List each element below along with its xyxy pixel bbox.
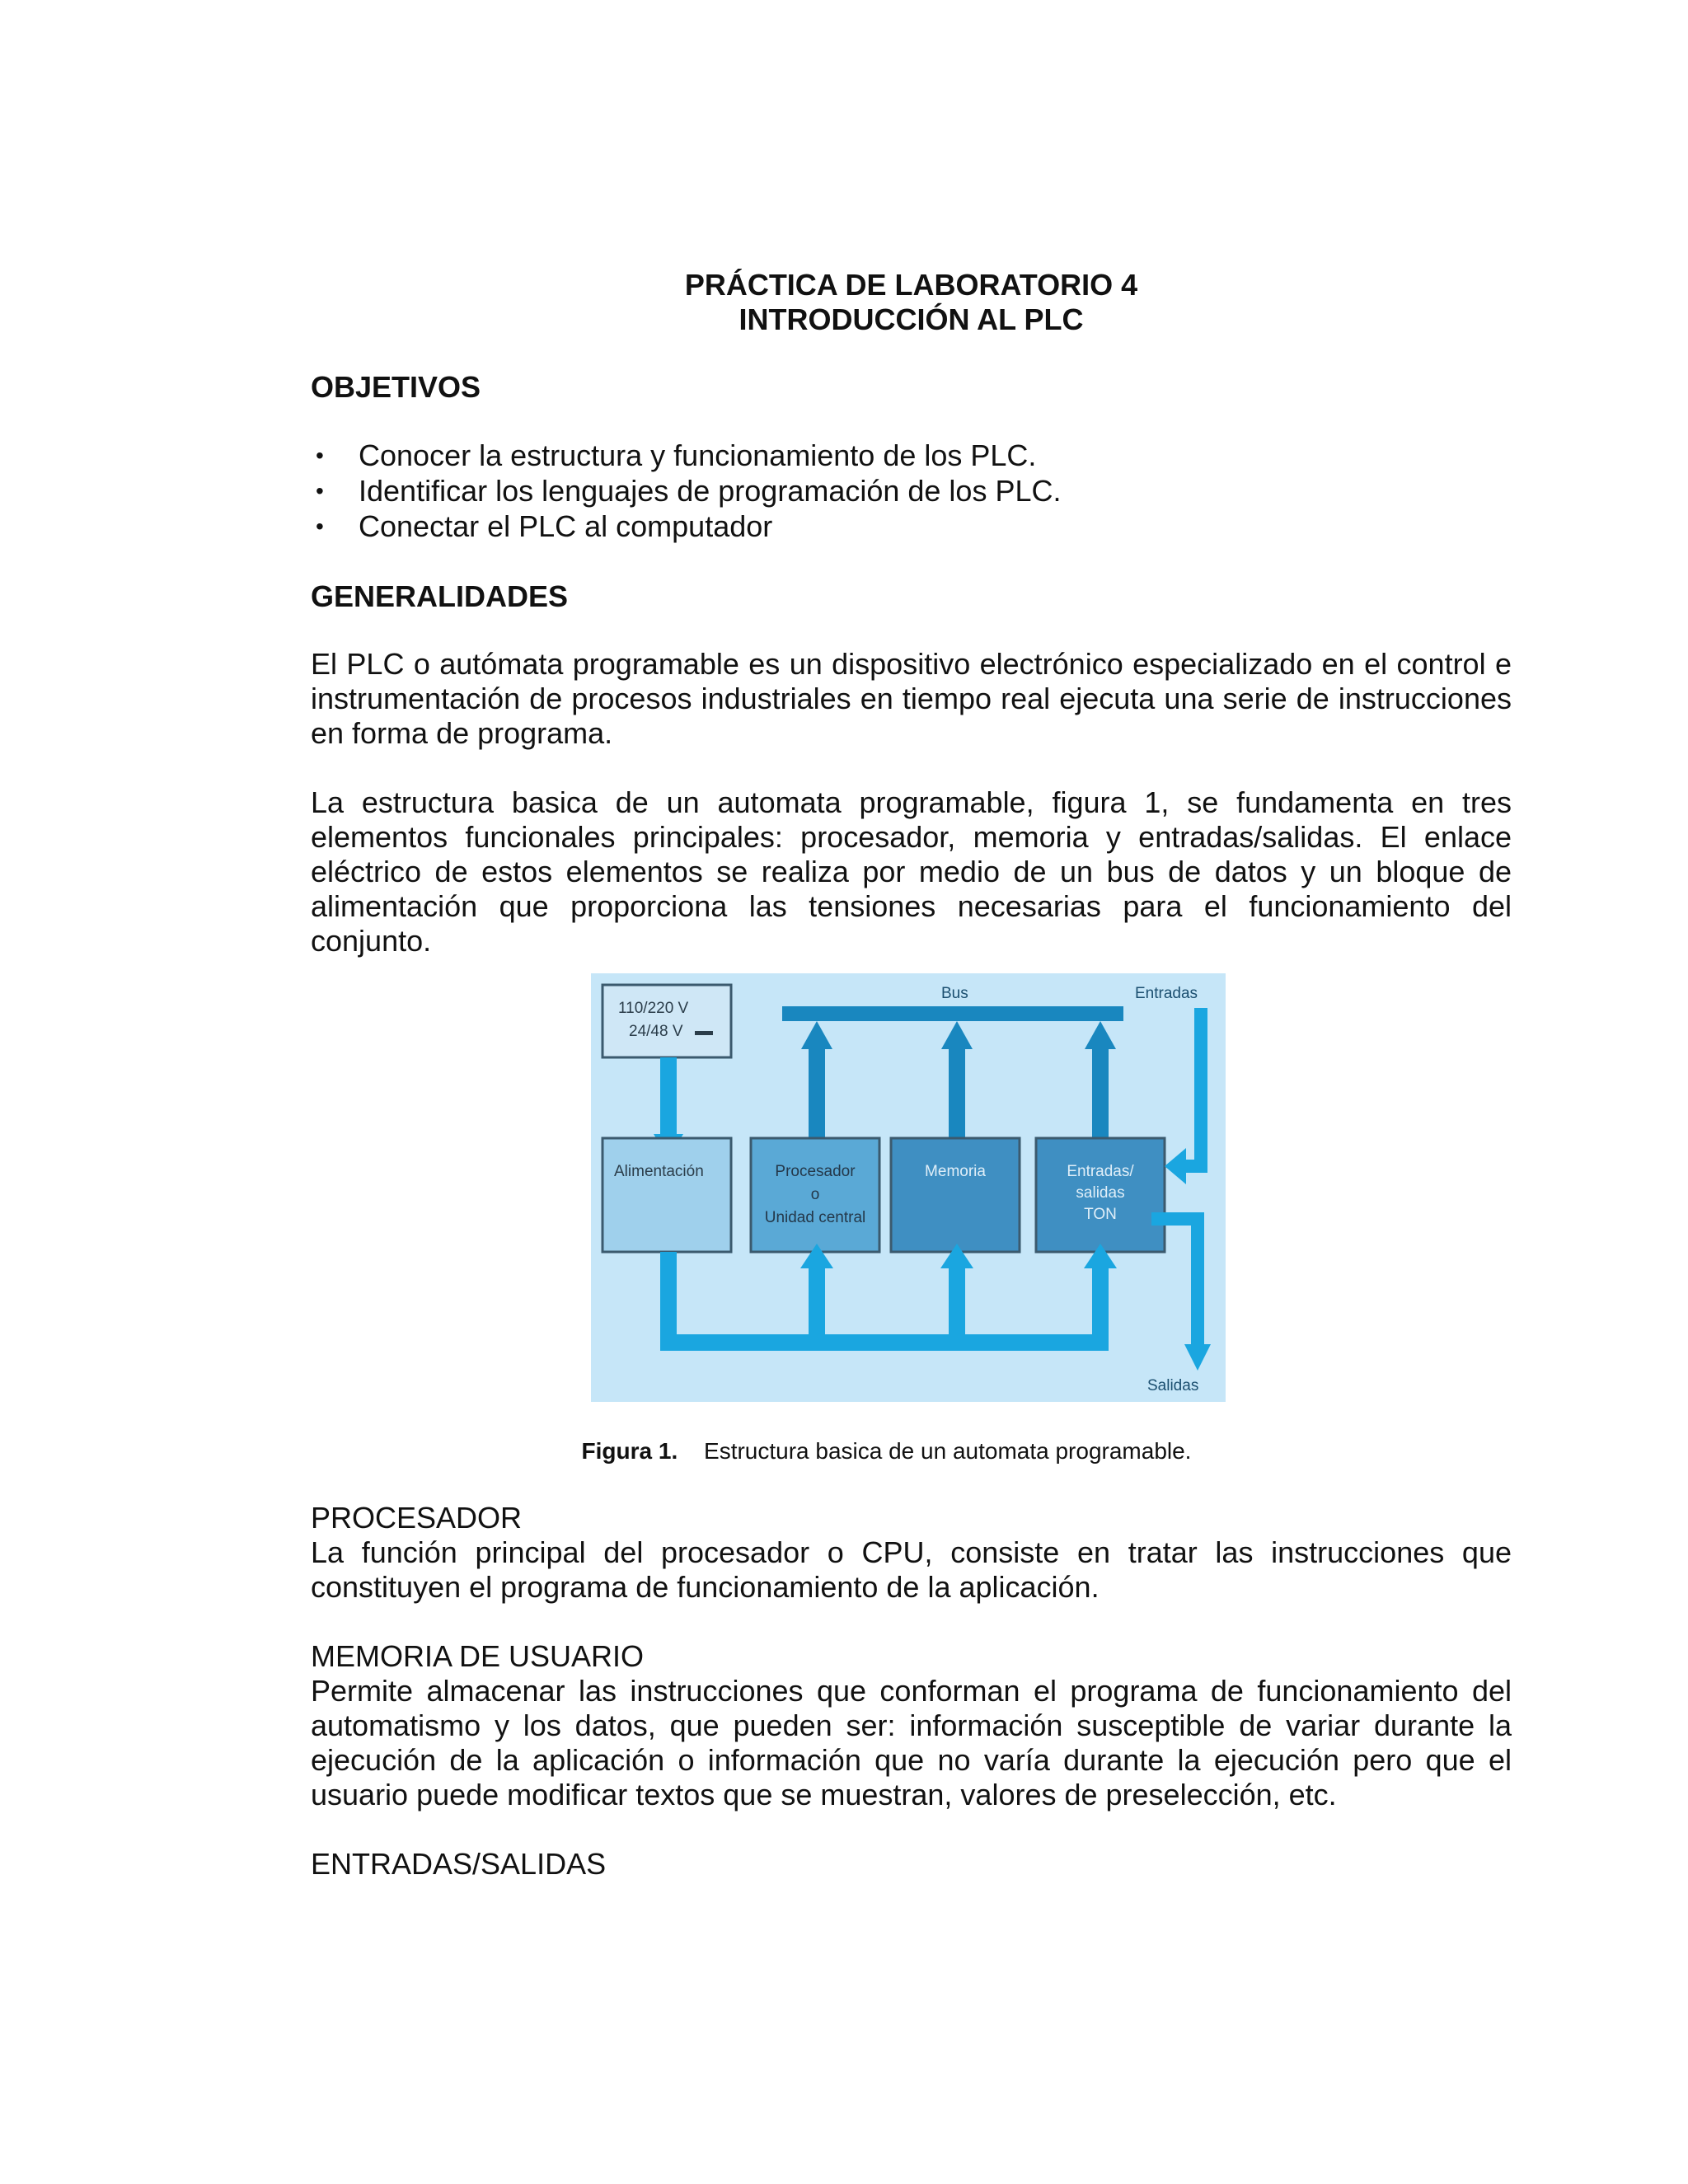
- figure-1: [311, 973, 1512, 1501]
- bus-bar: [782, 1006, 1123, 1021]
- bullet-icon: •: [316, 443, 324, 468]
- bullet-icon: •: [316, 513, 324, 539]
- bus-label: Bus: [941, 985, 968, 1002]
- document-title: [311, 268, 1512, 337]
- processor-section: [311, 1501, 1512, 1605]
- processor-label-3: Unidad central: [764, 1209, 866, 1226]
- objective-item: [311, 473, 1512, 509]
- processor-label-2: o: [810, 1186, 820, 1203]
- memory-section: [311, 1639, 1512, 1812]
- objective-text: Conocer la estructura y funcionamiento de los PLC.: [359, 438, 1037, 472]
- io-label-2: salidas: [1076, 1184, 1125, 1202]
- processor-heading: PROCESADOR: [311, 1501, 523, 1535]
- voltage-label-2: 24/48 V: [629, 1023, 683, 1040]
- objective-item: [311, 509, 1512, 544]
- paragraph-plc-definition: El PLC o autómata programable es un dispositivo electrónico especializado en el control e instrumentación de procesos industriales en tiempo real ejecuta una serie de instrucciones en forma de programa.: [311, 647, 1512, 750]
- caption-label: Figura 1.: [581, 1438, 678, 1464]
- objective-text: Conectar el PLC al computador: [359, 509, 773, 543]
- input-line: [1194, 1008, 1207, 1173]
- power-label: Alimentación: [614, 1163, 704, 1180]
- voltage-box: [603, 985, 731, 1057]
- objectives-heading: OBJETIVOS: [311, 370, 481, 404]
- caption-text: Estructura basica de un automata programable.: [704, 1438, 1192, 1464]
- objective-text: Identificar los lenguajes de programación de los PLC.: [359, 474, 1062, 508]
- memory-heading: MEMORIA DE USUARIO: [311, 1639, 645, 1673]
- power-to-io: [1092, 1262, 1109, 1341]
- processor-text: La función principal del procesador o CPU, consiste en tratar las instrucciones que constituyen el programa de funcionamiento de la aplicación.: [311, 1535, 1512, 1604]
- memory-box: [891, 1138, 1020, 1252]
- title-line-1: PRÁCTICA DE LABORATORIO 4: [684, 268, 1138, 302]
- power-box: [603, 1138, 731, 1252]
- objective-item: [311, 438, 1512, 473]
- plc-structure-diagram: [591, 973, 1226, 1402]
- objectives-list: [311, 438, 1512, 544]
- io-heading: ENTRADAS/SALIDAS: [311, 1847, 607, 1881]
- power-to-processor: [809, 1262, 825, 1341]
- bus-link-processor: [809, 1046, 825, 1145]
- generalities-heading: GENERALIDADES: [311, 579, 569, 613]
- voltage-label-1: 110/220 V: [618, 1000, 689, 1017]
- document-content: [311, 268, 1512, 1882]
- figure-caption: [286, 1437, 1487, 1465]
- inputs-label: Entradas: [1135, 985, 1198, 1002]
- bus-link-memory: [949, 1046, 965, 1145]
- io-label-1: Entradas/: [1067, 1163, 1134, 1180]
- io-label-3: TON: [1084, 1206, 1117, 1223]
- paragraph-plc-structure: La estructura basica de un automata programable, figura 1, se fundamenta en tres elementos funcionales principales: procesador, memoria y entradas/salidas. El enlace eléctrico de estos elementos se realiza por medio de un bus de datos y un bloque de alimentación que proporciona las tensiones necesarias para el funcionamiento del conjunto.: [311, 785, 1512, 958]
- outputs-label: Salidas: [1147, 1377, 1199, 1394]
- dc-symbol-icon: [695, 1031, 713, 1035]
- memory-text: Permite almacenar las instrucciones que conforman el programa de funcionamiento del automatismo y los datos, que pueden ser: información susceptible de variar durante la ejecución de la aplicación o información que no varía durante la ejecución pero que el usuario puede modificar textos que se muestran, valores de preselección, etc.: [311, 1674, 1512, 1811]
- power-distribution-bar: [660, 1334, 1109, 1351]
- processor-label-1: Procesador: [775, 1163, 856, 1180]
- power-to-memory: [949, 1262, 965, 1341]
- bus-link-io: [1092, 1046, 1109, 1145]
- memory-label: Memoria: [925, 1163, 986, 1180]
- title-line-2: INTRODUCCIÓN AL PLC: [738, 302, 1084, 336]
- bullet-icon: •: [316, 478, 324, 504]
- output-line: [1191, 1212, 1204, 1348]
- power-supply-arrow: [660, 1057, 677, 1138]
